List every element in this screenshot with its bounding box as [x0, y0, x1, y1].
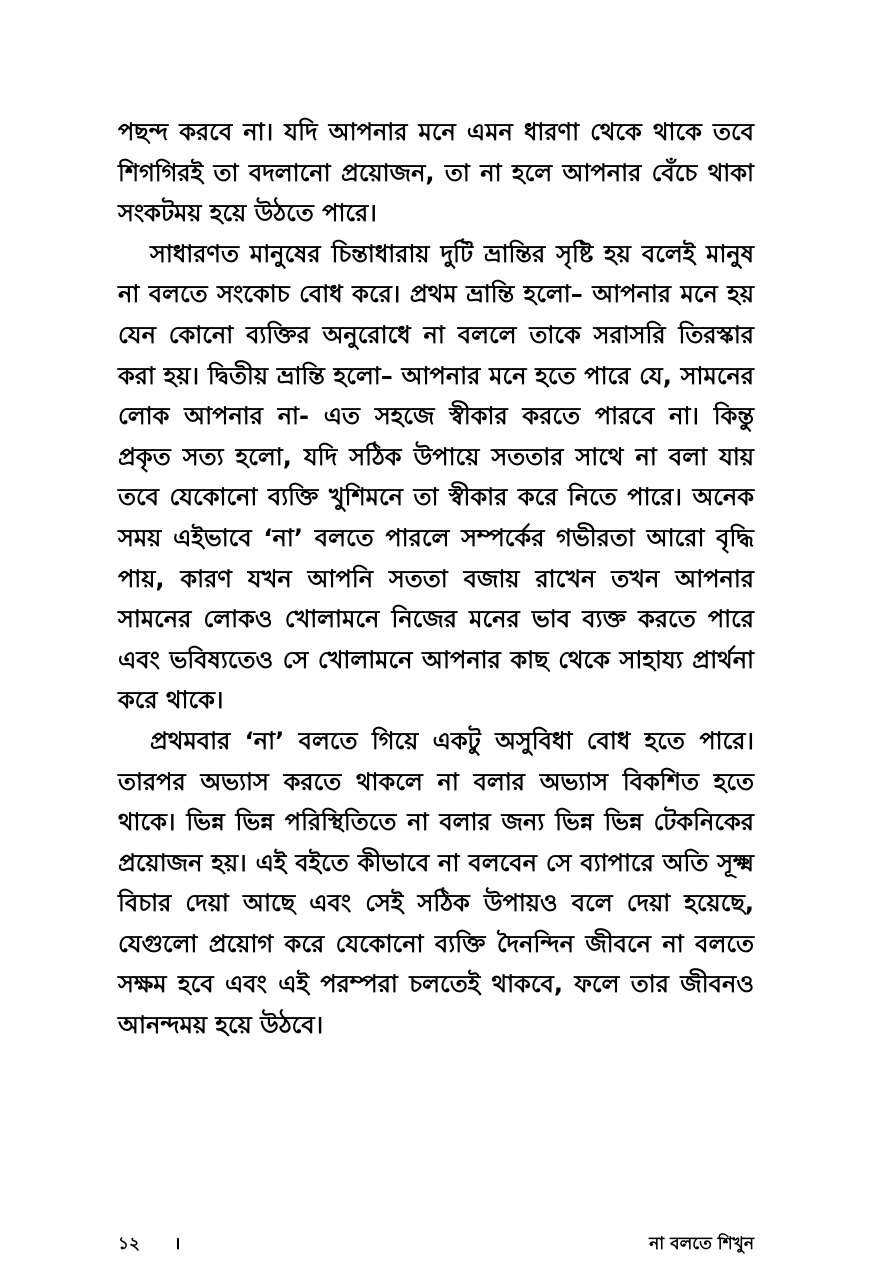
page-body [118, 112, 754, 1046]
paragraph-1: পছন্দ করবে না। যদি আপনার মনে এমন ধারণা থেকে থাকে তবে শিগগিরই তা বদলানো প্রয়োজন, তা না হলে আপনার বেঁচে থাকা সংকটময় হয়ে উঠতে পারে। [118, 118, 754, 228]
paragraph-2: সাধারণত মানুষের চিন্তাধারায় দুটি ভ্রান্তির সৃষ্টি হয় বলেই মানুষ না বলতে সংকোচ বোধ করে। প্রথম ভ্রান্তি হলো– আপনার মনে হয় যেন কোনো ব্যক্তির অনুরোধে না বললে তাকে সরাসরি তিরস্কার করা হয়। দ্বিতীয় ভ্রান্তি হলো– আপনার মনে হতে পারে যে, সামনের লোক আপনার না- এত সহজে স্বীকার করতে পারবে না। কিন্তু প্রকৃত সত্য হলো, যদি সঠিক উপায়ে সততার সাথে না বলা যায় তবে যেকোনো ব্যক্তি খুশিমনে তা স্বীকার করে নিতে পারে। অনেক সময় এইভাবে ‘না’ বলতে পারলে সম্পর্কের গভীরতা আরো বৃদ্ধি পায়, কারণ যখন আপনি সততা বজায় রাখেন তখন আপনার সামনের লোকও খোলামনে নিজের মনের ভাব ব্যক্ত করতে পারে এবং ভবিষ্যতেও সে খোলামনে আপনার কাছ থেকে সাহায্য প্রার্থনা করে থাকে। [118, 239, 754, 715]
running-title: না বলতে শিখুন [649, 1234, 754, 1254]
page-number: ১২ [118, 1234, 141, 1254]
paragraph-3: প্রথমবার ‘না’ বলতে গিয়ে একটু অসুবিধা বোধ হতে পারে। তারপর অভ্যাস করতে থাকলে না বলার অভ্যাস বিকশিত হতে থাকে। ভিন্ন ভিন্ন পরিস্থিতিতে না বলার জন্য ভিন্ন ভিন্ন টেকনিকের প্রয়োজন হয়। এই বইতে কীভাবে না বলবেন সে ব্যাপারে অতি সূক্ষ্ম বিচার দেয়া আছে এবং সেই সঠিক উপায়ও বলে দেয়া হয়েছে, যেগুলো প্রয়োগ করে যেকোনো ব্যক্তি দৈনন্দিন জীবনে না বলতে সক্ষম হবে এবং এই পরম্পরা চলতেই থাকবে, ফলে তার জীবনও আনন্দময় হয়ে উঠবে। [118, 726, 754, 1040]
footer-separator: । [174, 1234, 181, 1254]
page-footer [118, 1231, 754, 1259]
